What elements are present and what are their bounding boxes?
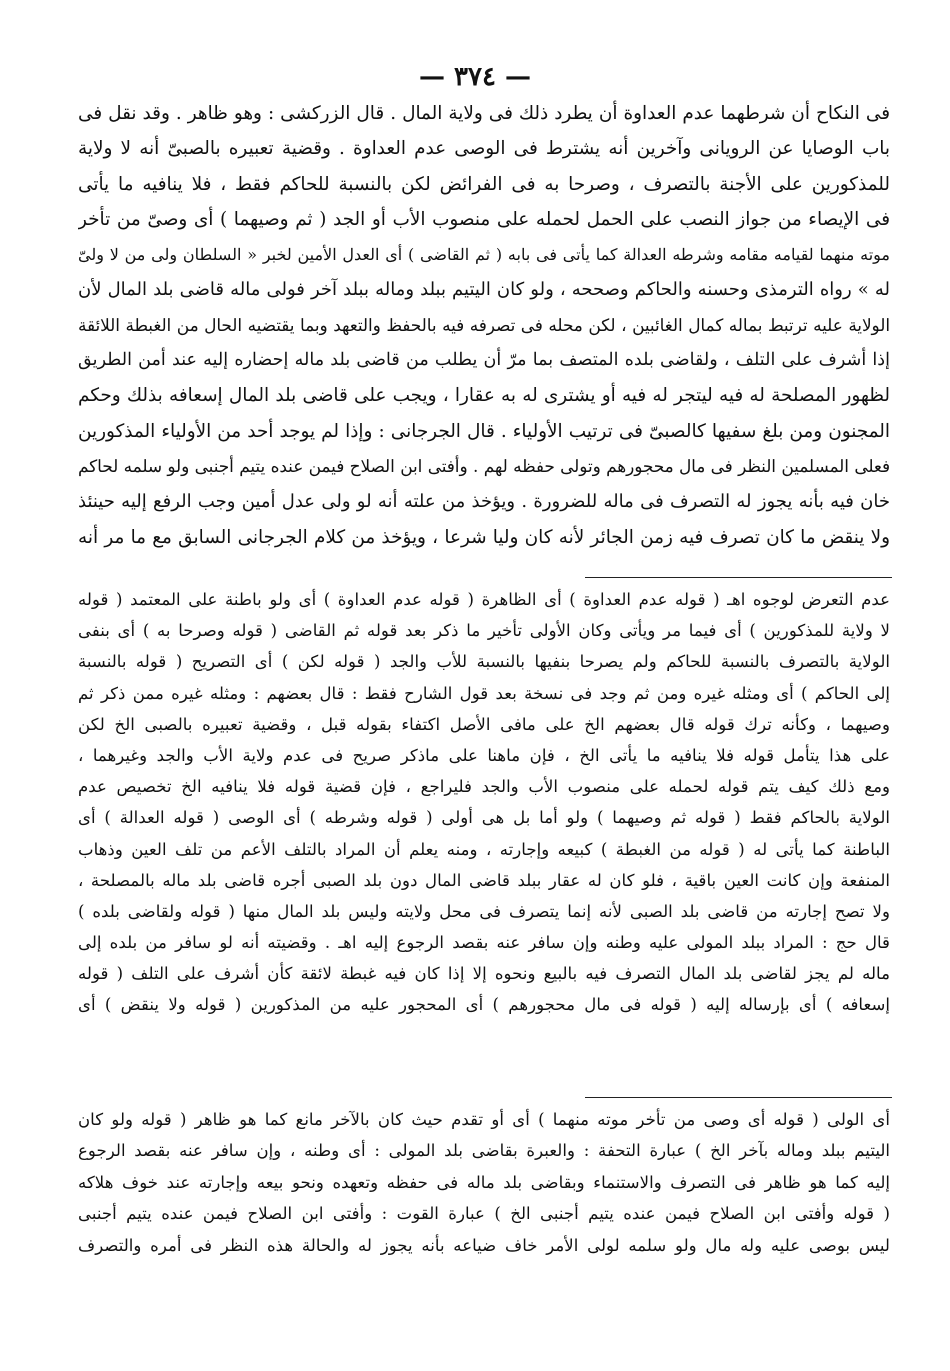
commentary-line: الولاية بالتصرف بالنسبة للحاكم ولم يصرحا بنفيها بالنسبة للأب والجد ( قوله لكن ) أى التصريح ( قوله بالنسبة: [78, 652, 890, 672]
commentary-line: وصيهما ، وكأنه ترك قوله قال بعضهم الخ على مافى الأصل اكتفاء بقوله قبل ، وقضية تعبيره بالصبى الخ لكن: [78, 714, 890, 734]
main-text-line: الولاية عليه ترتبط بماله كمال الغائبين ، لكن محله فى تصرفه فيه بالحفظ والتعهد وبما يقتضيه الحال من الغبطة اللائقة: [78, 314, 890, 335]
commentary-line: ومع ذلك كيف يتم قوله لحمله على منصوب الأب والجد فليراجع ، فإن قضية قوله فلا ينافيه الخ تخصيص عدم: [78, 777, 890, 797]
first-commentary: [78, 584, 890, 1021]
commentary-line: إسعافه ) أى بإرساله إليه ( قوله فى مال محجورهم ) أى المحجور عليه من المذكورين ( قوله ولا ينقض ) أى: [78, 995, 890, 1015]
commentary-line: ولا تصح إجارته من قاضى بلد الصبى لأنه إنما يتصرف فى محل ولايته وليس بلد المال منها ( قوله ولقاضى بلده ): [78, 901, 890, 921]
commentary-line: لا ولاية للمذكورين ) أى فيما مر ويأتى وكان الأولى تأخير ما ذكر بعد قوله ثم القاضى ( قوله وصرحا به ) أى بنفى: [78, 621, 890, 641]
main-text-line: موته منهما لقيامه مقامه وشرطه العدالة كما يأتى فى بابه ( ثم القاضى ) أى العدل الأمين لخبر « السلطان ولى من لا ولىّ: [78, 245, 890, 265]
main-text-line: فى النكاح أن شرطهما عدم العداوة أن يطرد ذلك فى ولاية المال . قال الزركشى : وهو ظاهر . وقد نقل فى: [78, 103, 890, 124]
commentary-line: إلى الحاكم ) أى ومثله غيره ومن ثم وجد فى نسخة بعد قول الشارح فقط : قال بعضهم : ومثله غيره ممن ذكر ثم: [78, 683, 890, 703]
section-divider: [585, 577, 892, 578]
main-text-line: فى الإيصاء من جواز النصب على الحمل لحمله على منصوب الأب أو الجد ( ثم وصيهما ) أى وصىّ من تأخر: [78, 208, 890, 230]
main-text-line: لظهور المصلحة له فيه ليتجر له فيه أو يشترى له به عقارا ، ويجب على قاضى بلد المال إسعافه بذلك وحكم: [78, 385, 890, 407]
commentary-line: إليه كما هو ظاهر فى التصرف والاستنماء وبقاضى بلد ماله فى حفظه وتعهده ونحو بيعه وإجارته عند خوف هلاكه: [78, 1172, 890, 1192]
section-divider: [585, 1097, 892, 1098]
page-number: — ٣٧٤ —: [418, 62, 532, 92]
commentary-line: ( قوله وأفتى ابن الصلاح فيمن عنده يتيم أجنبى الخ ) عبارة القوت : وأفتى ابن الصلاح فيمن عنده يتيم أجنبى: [78, 1204, 890, 1224]
commentary-line: اليتيم ببلد وماله بآخر الخ ) عبارة التحفة : والعبرة بقاضى بلد المولى : أى وطنه ، وإن سافر عنه بقصد الرجوع: [78, 1141, 890, 1161]
second-commentary: [78, 1104, 890, 1261]
main-text-line: للمذكورين على الأجنة بالتصرف ، وصرحا به فى الفرائض لكن بالنسبة للحاكم فقط ، فلا ينافيه ما يأتى: [78, 173, 890, 195]
main-text-line: باب الوصايا عن الرويانى وآخرين أنه يشترط فى الوصى عدم العداوة . وقضية تعبيره بالصبىّ أنه لا ولاية: [78, 138, 890, 160]
main-text-line: المجنون ومن بلغ سفيها كالصبىّ فى ترتيب الأولياء . قال الجرجانى : وإذا لم يوجد أحد من الأولياء المذكورين: [78, 420, 890, 442]
main-text-line: ولا ينقض ما كان تصرف فيه زمن الجائر لأنه كان وليا شرعا ، ويؤخذ من كلام الجرجانى السابق مع ما مر أنه: [78, 526, 890, 548]
main-text: [78, 96, 890, 555]
main-text-line: له » رواه الترمذى وحسنه والحاكم وصححه ، ولو كان اليتيم ببلد وماله ببلد آخر فولى ماله قاضى بلد المال لأن: [78, 279, 890, 301]
commentary-line: على هذا يتأمل قوله فلا ينافيه ما يأتى الخ ، فإن ماهنا على ماذكر صريح فى عدم ولاية الأب والجد وغيرهما ،: [78, 745, 890, 765]
commentary-line: أى الولى ( قوله أى وصى من تأخر موته منهما ) أى أو تقدم حيث كان بالآخر مانع كما هو ظاهر ( قوله ولو كان: [78, 1110, 890, 1129]
commentary-line: الباطنة كما يأتى له ( قوله من الغبطة ) كبيعه وإجارته ، ومنه يعلم أن المراد بالتلف الأعم من تلف العين وذهاب: [78, 839, 890, 859]
main-text-line: فعلى المسلمين النظر فى مال محجورهم وتولى حفظه لهم . وأفتى ابن الصلاح فيمن عنده يتيم أجنبى ولو سلمه لحاكم: [78, 455, 890, 476]
commentary-line: ماله لم يجز لقاضى بلد المال التصرف فيه بالبيع ونحوه إلا إذا كان فيه غبطة لائقة كأن أشرف على التلف ( قوله: [78, 964, 890, 984]
main-text-line: إذا أشرف على التلف ، ولقاضى بلده المتصف بما مرّ أن يطلب من قاضى بلد ماله إحضاره إليه عند أمن الطريق: [78, 350, 890, 371]
commentary-line: عدم التعرض لوجوه اهـ ( قوله عدم العداوة ) أى الظاهرة ( قوله عدم العداوة ) أى ولو باطنة على المعتمد ( قوله: [78, 590, 890, 609]
commentary-line: المنفعة وإن كانت العين باقية ، فلو كان له عقار ببلد قاضى المال دون بلد الصبى أجره قاضى بلد ماله بالمصلحة ،: [78, 870, 890, 890]
commentary-line: قال حج : المراد ببلد المولى عليه وطنه وإن سافر عنه بقصد الرجوع إليه اهـ . وقضيته أنه لو سافر من بلده إلى: [78, 933, 890, 953]
main-text-line: خان فيه بأنه يجوز له التصرف فى ماله للضرورة . ويؤخذ من علته أنه لو ولى عدل أمين وجب الرفع إليه حينئذ: [78, 491, 890, 513]
commentary-line: ليس بوصى عليه وله مال ولو سلمه لولى الأمر خاف ضياعه بأنه يجوز له والحالة هذه النظر فى أمره والتصرف: [78, 1235, 890, 1255]
commentary-line: الولاية بالحاكم فقط ( قوله ثم وصيهما ) ولو أما بل هى أولى ( قوله وشرطه ) أى الوصى ( قوله العدالة ) أى: [78, 808, 890, 828]
